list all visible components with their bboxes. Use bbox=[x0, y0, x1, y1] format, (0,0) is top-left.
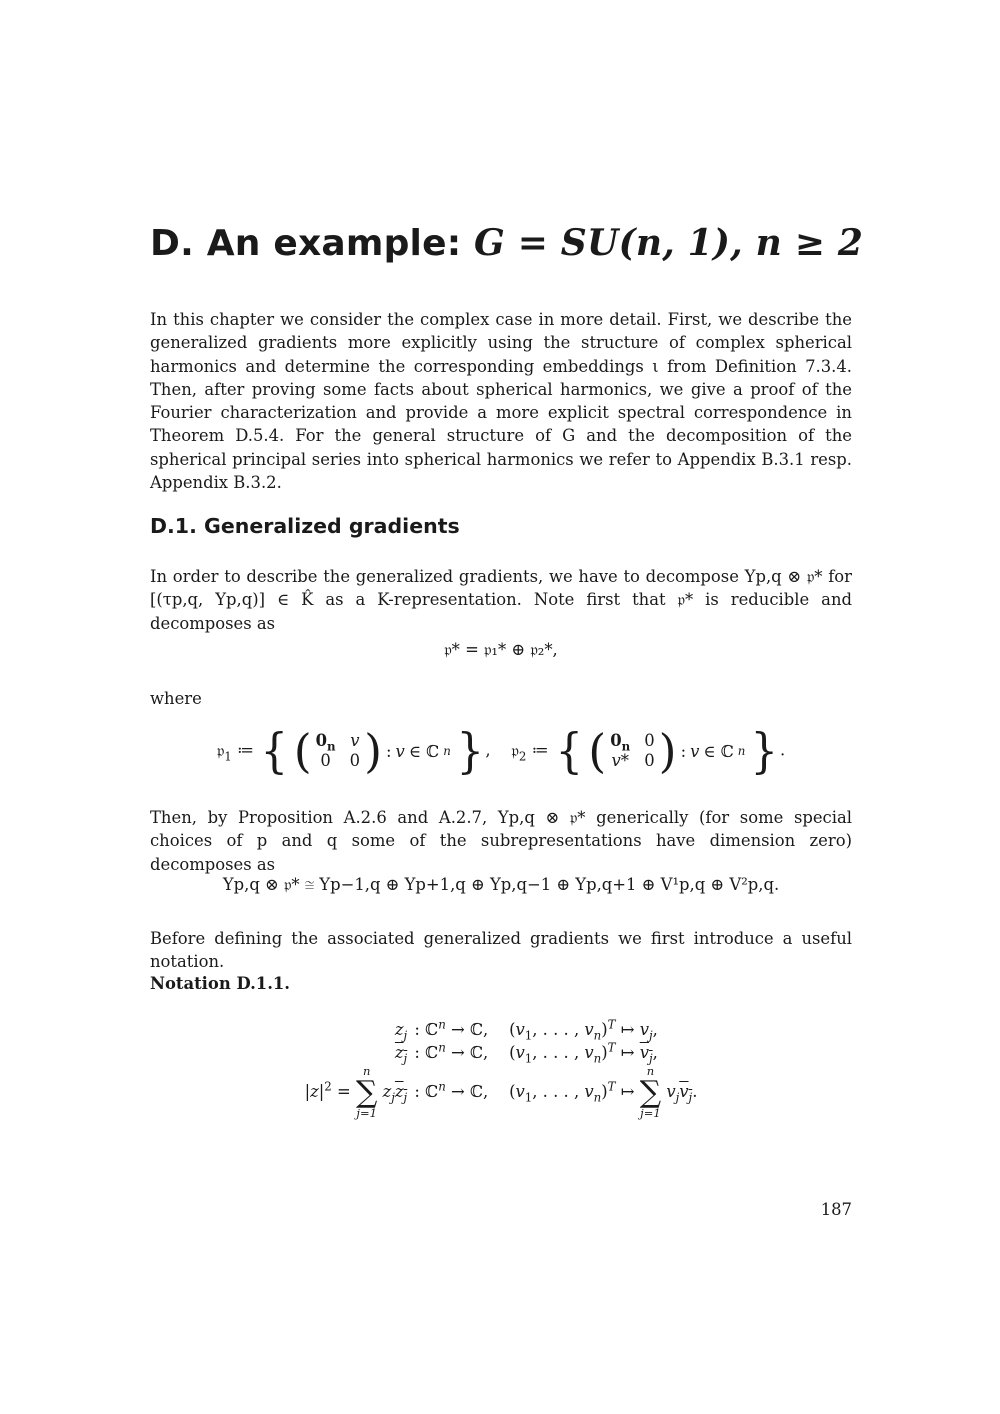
paragraph-then: Then, by Proposition A.2.6 and A.2.7, Yp,q ⊗ 𝔭* generically (for some special choices of p and q some of the subrepresentations have dimension zero) decomposes as bbox=[150, 808, 852, 874]
equation-pstar: 𝔭* = 𝔭₁* ⊕ 𝔭₂*, bbox=[444, 640, 558, 659]
section-title bbox=[150, 514, 460, 538]
page bbox=[150, 0, 864, 1414]
intro-paragraph: In this chapter we consider the complex case in more detail. First, we describe the generalized gradients more explicitly using the structure of complex spherical harmonics and determine the corresponding embeddings ι from Definition 7.3.4. Then, after proving some facts about spherical harmonics, we give a proof of the Fourier characterization and provide a more explicit spectral correspondence in Theorem D.5.4. For the general structure of G and the decomposition of the spherical principal series into spherical harmonics we refer to Appendix B.3.1 resp. Appendix B.3.2. bbox=[150, 310, 852, 493]
equation-notation: $z_j$ : ℂ$^n$ → ℂ, ($v_1$, . . . , $v_n)^T$ ↦ $v_j$, $z_j$ : ℂ$^n$ → ℂ, ($v_1$, . . . , $v_n)^T$ ↦ $v_j$, $|z|^2$ = n ∑ j=1 $z_jz_j$ : ℂ$^n$ → ℂ, ($v_1$, . . . , $v_n)^T$ ↦ n ∑ j=1 $v_jv_j$. bbox=[304, 1017, 698, 1120]
equation-p1-p2: 𝔭$_1$ ≔ { ( $0_n$ v 0 0 ) : v ∈ ℂ n } , 𝔭$_2$ ≔ { ( $0_n$ 0 v* 0 ) : v ∈ ℂ n } . bbox=[216, 723, 786, 779]
chapter-label: D. bbox=[150, 223, 194, 264]
chapter-title-text: An example: bbox=[206, 223, 462, 264]
chapter-title bbox=[150, 222, 863, 264]
paragraph-before: Before defining the associated generalized gradients we first introduce a useful notation. bbox=[150, 929, 852, 972]
section-number: D.1. bbox=[150, 514, 197, 538]
word-where: where bbox=[150, 689, 202, 708]
page-number: 187 bbox=[820, 1200, 852, 1219]
chapter-formula: G = SU(n, 1), n ≥ 2 bbox=[474, 222, 864, 264]
section-title-text: Generalized gradients bbox=[204, 514, 460, 538]
equation-decomposition: Yp,q ⊗ 𝔭* ≅ Yp−1,q ⊕ Yp+1,q ⊕ Yp,q−1 ⊕ Yp,q+1 ⊕ V¹p,q ⊕ V²p,q. bbox=[222, 875, 780, 894]
notation-label: Notation D.1.1. bbox=[150, 974, 291, 993]
paragraph-gradients: In order to describe the generalized gradients, we have to decompose Yp,q ⊗ 𝔭* for [(τp,q, Yp,q)] ∈ K̂ as a K-representation. Note first that 𝔭* is reducible and decomposes as bbox=[150, 567, 852, 633]
